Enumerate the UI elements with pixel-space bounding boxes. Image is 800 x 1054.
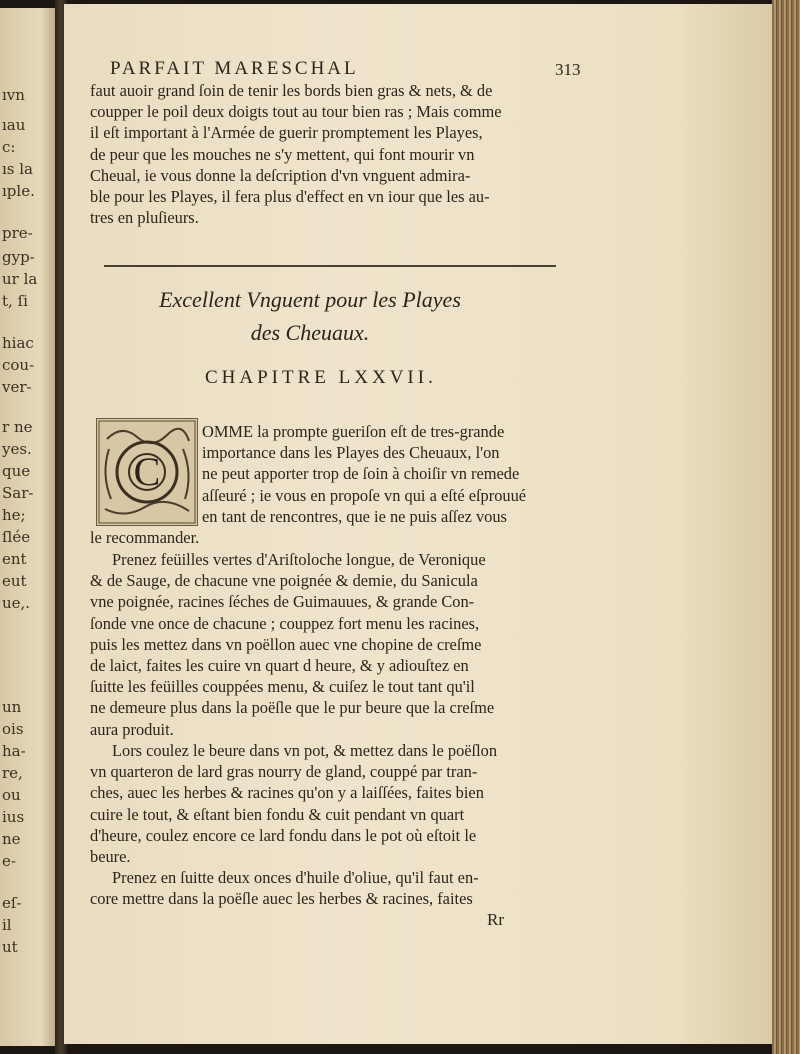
left-page-text-fragment: ver- bbox=[2, 378, 32, 396]
text-line: vn quarteron de lard gras nourry de gland, couppé par tran- bbox=[90, 762, 478, 782]
text-line: Prenez feüilles vertes d'Ariſtoloche longue, de Veronique bbox=[112, 550, 486, 569]
section-divider bbox=[104, 265, 556, 268]
section-title-line1: Excellent Vnguent pour les Playes bbox=[159, 287, 461, 312]
left-page-text-fragment: cou- bbox=[2, 356, 35, 374]
section-title-line2: des Cheuaux. bbox=[250, 320, 370, 345]
text-line: de laict, faites les cuire vn quart d heure, & y adiouſtez en bbox=[90, 656, 469, 676]
left-page-text-fragment: ha- bbox=[2, 742, 26, 760]
chapter-heading: CHAPITRE LXXVII. bbox=[205, 367, 437, 388]
left-page-text-fragment: t, ſi bbox=[2, 292, 28, 310]
left-page-text-fragment: Sar- bbox=[2, 484, 34, 502]
left-page-text-fragment: pre- bbox=[2, 224, 33, 242]
second-paragraph bbox=[90, 549, 494, 740]
left-page-text-fragment: ſlée bbox=[2, 528, 31, 546]
text-line: ſuitte les feüilles couppées menu, & cuiſez le tout tant qu'il bbox=[90, 677, 475, 697]
text-line: coupper le poil deux doigts tout au tour bien ras ; Mais comme bbox=[90, 102, 502, 122]
running-title: PARFAIT MARESCHAL bbox=[110, 58, 359, 79]
left-page-edge bbox=[0, 8, 58, 1046]
left-page-text-fragment: ıvn bbox=[2, 86, 25, 104]
left-page-text-fragment: ur la bbox=[2, 270, 38, 288]
left-page-text-fragment: ut bbox=[2, 938, 18, 956]
page-edges bbox=[772, 0, 800, 1054]
first-paragraph bbox=[202, 421, 526, 527]
left-page-text-fragment: eut bbox=[2, 572, 27, 590]
ornament-icon bbox=[97, 419, 197, 525]
left-page-text-fragment: ıs la bbox=[2, 160, 34, 178]
text-line: aura produit. bbox=[90, 719, 174, 739]
left-page-text-fragment: ou bbox=[2, 786, 21, 804]
left-page-text-fragment: r ne bbox=[2, 418, 33, 436]
text-line: Cheual, ie vous donne la deſcription d'vn vnguent admira- bbox=[90, 165, 471, 185]
left-page-text-fragment: gyp- bbox=[2, 248, 35, 266]
text-line: en tant de rencontres, que ie ne puis aſſez vous bbox=[202, 506, 507, 526]
text-line: tres en pluſieurs. bbox=[90, 208, 199, 228]
left-page-text-fragment: e- bbox=[2, 852, 16, 870]
text-line: de peur que les mouches ne s'y mettent, qui font mourir vn bbox=[90, 144, 475, 164]
left-page-text-fragment: ent bbox=[2, 550, 27, 568]
text-line: ble pour les Playes, il fera plus d'effect en vn iour que les au- bbox=[90, 187, 490, 207]
text-line: importance dans les Playes des Cheuaux, l'on bbox=[202, 443, 500, 463]
left-page-text-fragment: ıple. bbox=[2, 182, 35, 200]
fourth-paragraph bbox=[90, 867, 479, 909]
text-line: & de Sauge, de chacune vne poignée & demie, du Sanicula bbox=[90, 571, 478, 591]
left-page-text-fragment: ue,. bbox=[2, 594, 31, 612]
text-line: cuire le tout, & eſtant bien fondu & cuit pendant vn quart bbox=[90, 804, 465, 824]
left-page-text-fragment: he; bbox=[2, 506, 26, 524]
left-page-text-fragment: que bbox=[2, 462, 31, 480]
text-line: Lors coulez le beure dans vn pot, & mettez dans le poëſlon bbox=[112, 741, 498, 760]
left-page-text-fragment: hiac bbox=[2, 334, 34, 352]
text-line: beure. bbox=[90, 847, 131, 867]
page-number: 313 bbox=[555, 60, 581, 79]
left-page-text-fragment: c: bbox=[2, 138, 16, 156]
left-page-text-fragment: ius bbox=[2, 808, 25, 826]
left-page-text-fragment: re, bbox=[2, 764, 23, 782]
top-paragraph bbox=[90, 80, 502, 228]
text-line: ne peut apporter trop de ſoin à choiſir vn remede bbox=[202, 464, 520, 484]
decorated-initial bbox=[96, 418, 198, 526]
left-page-text-fragment: eſ- bbox=[2, 894, 22, 912]
text-line: Prenez en ſuitte deux onces d'huile d'oliue, qu'il faut en- bbox=[112, 868, 479, 887]
text-line: core mettre dans la poëſle auec les herbes & racines, faites bbox=[90, 889, 473, 909]
text-line: OMME la prompte gueriſon eſt de tres-grande bbox=[202, 422, 505, 441]
left-page-text-fragment: yes. bbox=[2, 440, 32, 458]
left-page-text-fragment: il bbox=[2, 916, 12, 934]
left-page-text-fragment: ois bbox=[2, 720, 24, 738]
text-line: ches, auec les herbes & racines qu'on y a laiſſées, faites bien bbox=[90, 783, 484, 803]
text-line: puis les mettez dans vn poëllon auec vne chopine de creſme bbox=[90, 634, 482, 654]
first-paragraph-tail: le recommander. bbox=[90, 528, 200, 547]
signature-mark: Rr bbox=[487, 910, 504, 929]
text-line: ſonde vne once de chacune ; couppez fort menu les racines, bbox=[90, 613, 480, 633]
text-line: d'heure, coulez encore ce lard fondu dans le pot où eſtoit le bbox=[90, 825, 477, 845]
third-paragraph bbox=[90, 740, 497, 867]
text-line: vne poignée, racines ſéches de Guimauues, & grande Con- bbox=[90, 592, 475, 612]
text-line: il eſt important à l'Armée de guerir promptement les Playes, bbox=[90, 123, 483, 143]
left-page-text-fragment: ıau bbox=[2, 116, 26, 134]
left-page-text-fragment: ne bbox=[2, 830, 21, 848]
text-line: aſſeuré ; ie vous en propoſe vn qui a eſté eſprouué bbox=[202, 485, 527, 505]
left-page-text-fragment: un bbox=[2, 698, 22, 716]
dropcap-letter: C bbox=[133, 449, 161, 494]
text-line: faut auoir grand ſoin de tenir les bords bien gras & nets, & de bbox=[90, 81, 493, 100]
text-line: ne demeure plus dans la poëſle que le pur beure que la creſme bbox=[90, 698, 495, 718]
